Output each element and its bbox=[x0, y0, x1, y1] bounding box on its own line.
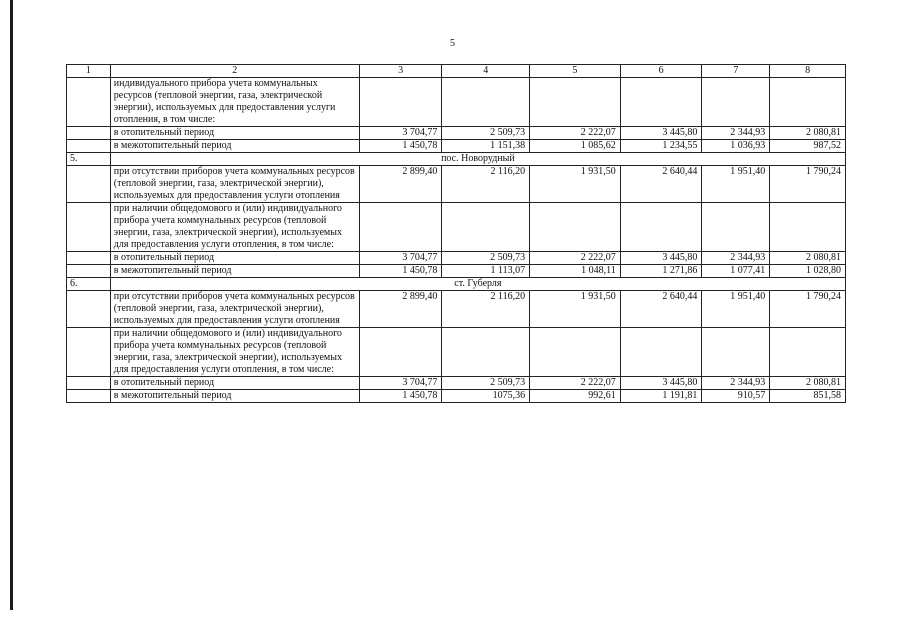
value-cell-col3 bbox=[359, 328, 442, 377]
value-cell-col5: 2 222,07 bbox=[530, 252, 621, 265]
row-label: индивидуального прибора учета коммунальных ресурсов (тепловой энергии, газа, электрической энергии), используемых для предоставления услуги отопления, в том числе: bbox=[110, 78, 359, 127]
value-cell-col6: 2 640,44 bbox=[620, 166, 702, 203]
value-cell-col4: 2 509,73 bbox=[442, 252, 530, 265]
value-cell-col7: 910,57 bbox=[702, 390, 770, 403]
value-cell-col7: 1 077,41 bbox=[702, 265, 770, 278]
value-cell-col4: 2 116,20 bbox=[442, 291, 530, 328]
value-cell-col4 bbox=[442, 78, 530, 127]
value-cell-col5: 2 222,07 bbox=[530, 377, 621, 390]
row-number-cell bbox=[67, 127, 111, 140]
value-cell-col5: 1 931,50 bbox=[530, 166, 621, 203]
section-number: 6. bbox=[67, 278, 111, 291]
value-cell-col7 bbox=[702, 328, 770, 377]
table-row bbox=[67, 291, 846, 328]
table-row bbox=[67, 328, 846, 377]
header-cell: 4 bbox=[442, 65, 530, 78]
value-cell-col5 bbox=[530, 203, 621, 252]
row-label: при отсутствии приборов учета коммунальных ресурсов (тепловой энергии, газа, электрической энергии), используемых для предоставления услуги отопления bbox=[110, 291, 359, 328]
row-label: при отсутствии приборов учета коммунальных ресурсов (тепловой энергии, газа, электрической энергии), используемых для предоставления услуги отопления bbox=[110, 166, 359, 203]
value-cell-col7 bbox=[702, 78, 770, 127]
row-number-cell bbox=[67, 265, 111, 278]
row-number-cell bbox=[67, 166, 111, 203]
value-cell-col4: 1 151,38 bbox=[442, 140, 530, 153]
value-cell-col3: 1 450,78 bbox=[359, 265, 442, 278]
value-cell-col4: 2 509,73 bbox=[442, 127, 530, 140]
value-cell-col4: 1075,36 bbox=[442, 390, 530, 403]
value-cell-col8: 851,58 bbox=[770, 390, 846, 403]
value-cell-col6: 1 271,86 bbox=[620, 265, 702, 278]
section-row bbox=[67, 278, 846, 291]
header-cell: 7 bbox=[702, 65, 770, 78]
header-row bbox=[67, 65, 846, 78]
value-cell-col4 bbox=[442, 328, 530, 377]
value-cell-col5: 992,61 bbox=[530, 390, 621, 403]
tariff-table bbox=[66, 64, 846, 403]
table-row bbox=[67, 166, 846, 203]
header-cell: 5 bbox=[530, 65, 621, 78]
value-cell-col8 bbox=[770, 203, 846, 252]
value-cell-col8: 2 080,81 bbox=[770, 127, 846, 140]
row-number-cell bbox=[67, 390, 111, 403]
row-number-cell bbox=[67, 291, 111, 328]
row-label: в отопительный период bbox=[110, 252, 359, 265]
value-cell-col6: 1 191,81 bbox=[620, 390, 702, 403]
row-label: в отопительный период bbox=[110, 377, 359, 390]
header-cell: 6 bbox=[620, 65, 702, 78]
value-cell-col5 bbox=[530, 78, 621, 127]
table-body bbox=[67, 65, 846, 403]
value-cell-col6 bbox=[620, 78, 702, 127]
value-cell-col7: 2 344,93 bbox=[702, 377, 770, 390]
value-cell-col3 bbox=[359, 78, 442, 127]
value-cell-col5: 1 931,50 bbox=[530, 291, 621, 328]
table-row bbox=[67, 377, 846, 390]
value-cell-col3: 3 704,77 bbox=[359, 252, 442, 265]
header-cell: 8 bbox=[770, 65, 846, 78]
row-label: в межотопительный период bbox=[110, 390, 359, 403]
row-label: в межотопительный период bbox=[110, 140, 359, 153]
value-cell-col6: 3 445,80 bbox=[620, 252, 702, 265]
value-cell-col8: 1 790,24 bbox=[770, 291, 846, 328]
row-number-cell bbox=[67, 203, 111, 252]
value-cell-col7: 1 951,40 bbox=[702, 166, 770, 203]
value-cell-col7: 1 036,93 bbox=[702, 140, 770, 153]
value-cell-col4: 1 113,07 bbox=[442, 265, 530, 278]
value-cell-col8: 2 080,81 bbox=[770, 252, 846, 265]
value-cell-col4 bbox=[442, 203, 530, 252]
value-cell-col8: 1 790,24 bbox=[770, 166, 846, 203]
table-row bbox=[67, 78, 846, 127]
row-number-cell bbox=[67, 377, 111, 390]
value-cell-col8: 1 028,80 bbox=[770, 265, 846, 278]
row-number-cell bbox=[67, 140, 111, 153]
value-cell-col6 bbox=[620, 328, 702, 377]
value-cell-col6: 1 234,55 bbox=[620, 140, 702, 153]
value-cell-col7: 1 951,40 bbox=[702, 291, 770, 328]
value-cell-col4: 2 509,73 bbox=[442, 377, 530, 390]
value-cell-col6 bbox=[620, 203, 702, 252]
row-label: при наличии общедомового и (или) индивидуального прибора учета коммунальных ресурсов (тепловой энергии, газа, электрической энергии), используемых для предоставления услуги отопления, в том числе: bbox=[110, 328, 359, 377]
row-number-cell bbox=[67, 252, 111, 265]
value-cell-col3 bbox=[359, 203, 442, 252]
value-cell-col8 bbox=[770, 78, 846, 127]
section-row bbox=[67, 153, 846, 166]
table-row bbox=[67, 390, 846, 403]
value-cell-col8: 2 080,81 bbox=[770, 377, 846, 390]
table-row bbox=[67, 203, 846, 252]
row-number-cell bbox=[67, 78, 111, 127]
value-cell-col5: 1 048,11 bbox=[530, 265, 621, 278]
value-cell-col7 bbox=[702, 203, 770, 252]
value-cell-col5: 2 222,07 bbox=[530, 127, 621, 140]
header-cell: 2 bbox=[110, 65, 359, 78]
row-number-cell bbox=[67, 328, 111, 377]
value-cell-col6: 3 445,80 bbox=[620, 377, 702, 390]
value-cell-col7: 2 344,93 bbox=[702, 127, 770, 140]
row-label: в отопительный период bbox=[110, 127, 359, 140]
value-cell-col3: 1 450,78 bbox=[359, 390, 442, 403]
value-cell-col3: 2 899,40 bbox=[359, 166, 442, 203]
value-cell-col6: 2 640,44 bbox=[620, 291, 702, 328]
table-row bbox=[67, 252, 846, 265]
table-row bbox=[67, 140, 846, 153]
section-title: ст. Губерля bbox=[110, 278, 845, 291]
row-label: при наличии общедомового и (или) индивидуального прибора учета коммунальных ресурсов (тепловой энергии, газа, электрической энергии), используемых для предоставления услуги отопления, в том числе: bbox=[110, 203, 359, 252]
row-label: в межотопительный период bbox=[110, 265, 359, 278]
value-cell-col3: 1 450,78 bbox=[359, 140, 442, 153]
value-cell-col6: 3 445,80 bbox=[620, 127, 702, 140]
value-cell-col3: 2 899,40 bbox=[359, 291, 442, 328]
value-cell-col4: 2 116,20 bbox=[442, 166, 530, 203]
page-number: 5 bbox=[450, 38, 455, 49]
section-number: 5. bbox=[67, 153, 111, 166]
value-cell-col3: 3 704,77 bbox=[359, 127, 442, 140]
scan-edge-shadow bbox=[10, 0, 13, 610]
value-cell-col8 bbox=[770, 328, 846, 377]
value-cell-col5: 1 085,62 bbox=[530, 140, 621, 153]
table-row bbox=[67, 127, 846, 140]
value-cell-col8: 987,52 bbox=[770, 140, 846, 153]
header-cell: 1 bbox=[67, 65, 111, 78]
value-cell-col7: 2 344,93 bbox=[702, 252, 770, 265]
value-cell-col5 bbox=[530, 328, 621, 377]
table-row bbox=[67, 265, 846, 278]
header-cell: 3 bbox=[359, 65, 442, 78]
value-cell-col3: 3 704,77 bbox=[359, 377, 442, 390]
section-title: пос. Новорудный bbox=[110, 153, 845, 166]
